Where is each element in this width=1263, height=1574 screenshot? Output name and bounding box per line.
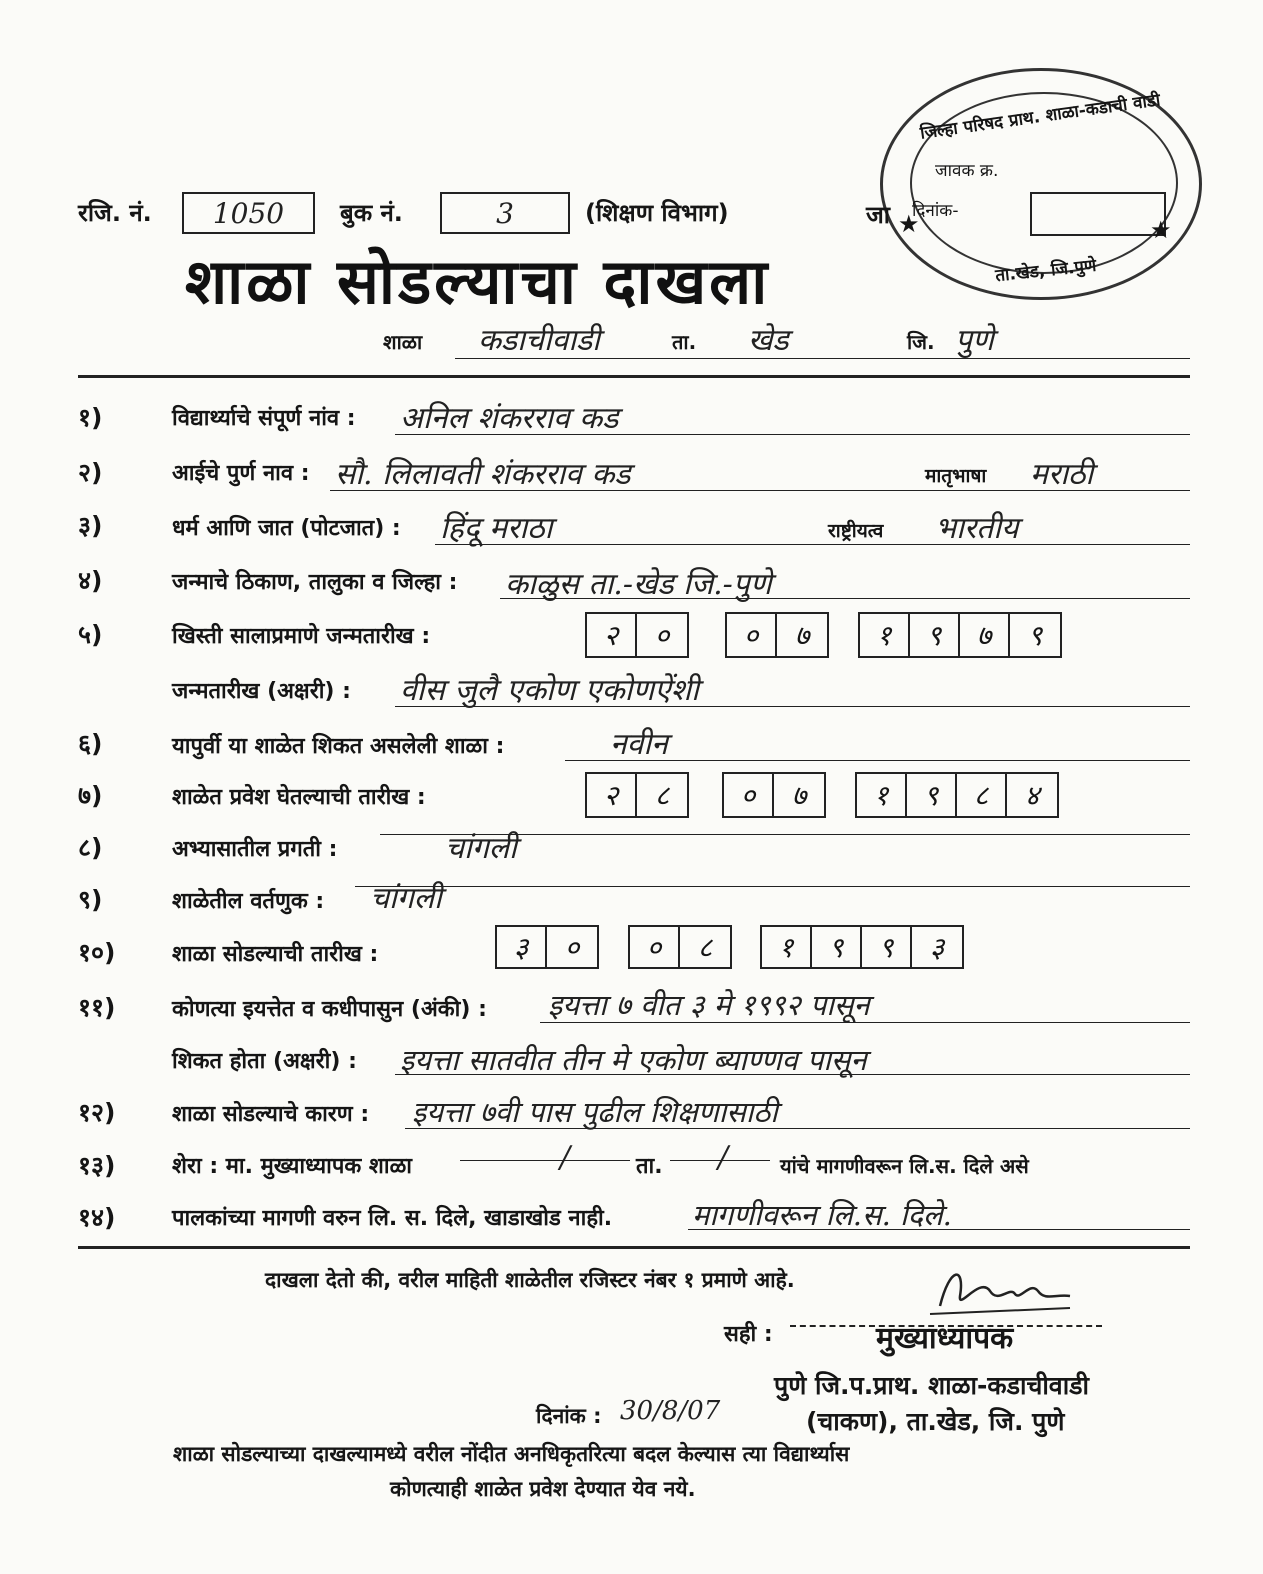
row-label: जन्माचे ठिकाण, तालुका व जिल्हा :: [172, 570, 458, 595]
seal-line2: दिनांक-: [912, 201, 959, 221]
row-label: यापुर्वी या शाळेत शिकत असलेली शाळा :: [172, 734, 505, 759]
row-label: खिस्ती सालाप्रमाणे जन्मतारीख :: [172, 624, 431, 649]
seal-line1: जावक क्र.: [935, 161, 999, 181]
digit: ७: [791, 779, 807, 812]
admission-day-box: [585, 772, 689, 818]
dob-year-box: [858, 612, 1062, 658]
row-number: ९): [78, 885, 103, 914]
row-number: १०): [78, 938, 116, 967]
taluka-label: ता.: [672, 330, 697, 354]
row-value: /: [560, 1140, 571, 1175]
row-label: कोणत्या इयत्तेत व कधीपासुन (अंकी) :: [172, 997, 487, 1022]
digit: ९: [812, 927, 862, 967]
row-value: इयत्ता सातवीत तीन मे एकोण ब्याण्णव पासून: [400, 1043, 867, 1077]
digit: ८: [697, 931, 713, 964]
row-number: १२): [78, 1098, 116, 1127]
row-underline: [500, 598, 1190, 599]
book-no-box: 3: [440, 192, 570, 234]
warning-line1: शाळा सोडल्याच्या दाखल्यामध्ये वरील नोंदीत अनधिकृतरित्या बदल केल्यास त्या विद्यार्थ्यास: [173, 1442, 850, 1466]
reg-label: रजि. नं.: [78, 199, 152, 227]
district-label: जि.: [907, 330, 935, 354]
row-underline: [355, 886, 1190, 887]
digit: ०: [724, 774, 774, 816]
row-label: विद्यार्थ्याचे संपूर्ण नांव :: [172, 406, 356, 431]
digit: १: [857, 774, 907, 816]
taluka-value: खेड: [748, 323, 789, 358]
row-number: १४): [78, 1203, 116, 1232]
row-number: ४): [78, 566, 103, 595]
row-underline: [395, 706, 1190, 707]
digit: ४: [1024, 779, 1040, 812]
date-value: 30/8/07: [620, 1396, 721, 1426]
digit: २: [587, 614, 637, 656]
row-extra-value: मराठी: [1030, 457, 1094, 492]
row-label: शिकत होता (अक्षरी) :: [172, 1049, 357, 1074]
row-underline: [380, 834, 1190, 835]
school-stamp-line2: (चाकण), ता.खेड, जि. पुणे: [806, 1407, 1065, 1436]
row-extra-value: /: [718, 1140, 729, 1175]
row-label: शाळा सोडल्याचे कारण :: [172, 1102, 370, 1127]
seal-bottom-text: ता.खेड, जि.पुणे: [994, 255, 1098, 287]
book-label: बुक नं.: [340, 199, 403, 227]
row-number: ३): [78, 511, 103, 540]
row-number: ६): [78, 729, 103, 758]
digit: ०: [564, 931, 580, 964]
sign-label: सही :: [724, 1322, 773, 1347]
row-value: मागणीवरून लि.स. दिले.: [692, 1198, 952, 1232]
digit: ०: [727, 614, 777, 656]
warning-line2: कोणत्याही शाळेत प्रवेश देण्यात येव नये.: [390, 1477, 696, 1501]
row-underline: [395, 1074, 1190, 1075]
digit: ०: [630, 927, 680, 967]
row-underline: [540, 1022, 1190, 1023]
digit: ९: [862, 927, 912, 967]
digit: ७: [794, 619, 810, 652]
row-value: चांगली: [445, 831, 517, 866]
row-number: २): [78, 458, 103, 487]
admission-year-box: [855, 772, 1059, 818]
row-value: सौ. लिलावती शंकरराव कड: [335, 457, 631, 492]
seal-star-icon: ★: [1150, 216, 1172, 244]
headmaster-title: मुख्याध्यापक: [876, 1321, 1014, 1356]
row-underline: [565, 760, 1190, 761]
school-value: कडाचीवाडी: [478, 323, 600, 358]
school-underline: [455, 358, 1190, 359]
row-underline: [395, 434, 1190, 435]
row-label: पालकांच्या मागणी वरुन लि. स. दिले, खाडाखोड नाही.: [172, 1206, 613, 1231]
row-extra-label: मातृभाषा: [925, 465, 987, 487]
digit: १: [860, 614, 910, 656]
row-label: अभ्यासातील प्रगती :: [172, 837, 338, 862]
row-tail: यांचे मागणीवरून लि.स. दिले असे: [780, 1154, 1029, 1178]
seal-star-icon: ★: [898, 210, 920, 238]
row-value: इयत्ता ७ वीत ३ मे १९९२ पासून: [548, 988, 870, 1022]
row-number: ८): [78, 833, 103, 862]
jaa-label: जा: [866, 201, 891, 229]
row-label: शेरा : मा. मुख्याध्यापक शाळा: [172, 1154, 412, 1179]
digit: ९: [907, 774, 957, 816]
row-value: वीस जुलै एकोण एकोणऐंशी: [400, 673, 699, 708]
digit: ७: [960, 614, 1010, 656]
row-underline: [435, 544, 1190, 545]
school-label: शाळा: [383, 330, 423, 354]
row-number: ७): [78, 781, 103, 810]
admission-month-box: [722, 772, 826, 818]
row-value: नवीन: [610, 727, 668, 762]
row-value: हिंदू मराठा: [440, 511, 553, 546]
digit: ८: [654, 779, 670, 812]
leaving-day-box: [495, 925, 599, 969]
district-value: पुणे: [955, 323, 994, 358]
row-extra-value: भारतीय: [935, 511, 1019, 546]
row-value: काळुस ता.-खेड जि.-पुणे: [505, 567, 772, 602]
digit: ३: [497, 927, 547, 967]
row-number: १३): [78, 1151, 116, 1180]
digit: ९: [1027, 619, 1043, 652]
row-extra-label: राष्ट्रीयत्व: [828, 520, 884, 542]
header-divider: [78, 375, 1190, 378]
leaving-month-box: [628, 925, 732, 969]
digit: ८: [957, 774, 1007, 816]
leaving-year-box: [760, 925, 964, 969]
date-label: दिनांक :: [536, 1404, 602, 1428]
row-number: १): [78, 403, 103, 432]
seal-top-text: जिल्हा परिषद प्राथ. शाळा-कडाची वाडी: [918, 90, 1162, 144]
row-underline: [688, 1229, 1190, 1230]
school-stamp-line1: पुणे जि.प.प्राथ. शाळा-कडाचीवाडी: [774, 1371, 1090, 1400]
digit: ३: [929, 931, 945, 964]
dob-day-box: [585, 612, 689, 658]
certify-text: दाखला देतो की, वरील माहिती शाळेतील रजिस्टर नंबर १ प्रमाणे आहे.: [265, 1268, 795, 1292]
digit: १: [762, 927, 812, 967]
reg-no-box: 1050: [182, 192, 315, 234]
row-label: आईचे पुर्ण नाव :: [172, 461, 310, 486]
row-number: ११): [78, 993, 116, 1022]
dob-month-box: [725, 612, 829, 658]
row-number: ५): [78, 620, 103, 649]
row-value: इयत्ता ७वी पास पुढील शिक्षणासाठी: [412, 1095, 778, 1129]
seal-date-box: [1030, 192, 1166, 236]
page-title: शाळा सोडल्याचा दाखला: [185, 245, 771, 318]
row-value: चांगली: [370, 881, 442, 916]
footer-divider: [78, 1246, 1190, 1249]
digit: २: [587, 774, 637, 816]
row-label: धर्म आणि जात (पोटजात) :: [172, 516, 401, 541]
dept-label: (शिक्षण विभाग): [585, 199, 729, 227]
row-underline: [330, 490, 1190, 491]
row-underline: [405, 1128, 1190, 1129]
digit: ९: [910, 614, 960, 656]
row-underline: [460, 1160, 630, 1161]
row-label: शाळेत प्रवेश घेतल्याची तारीख :: [172, 785, 426, 810]
row-extra-label: ता.: [636, 1154, 663, 1179]
row-label: शाळा सोडल्याची तारीख :: [172, 942, 379, 967]
row-value: अनिल शंकरराव कड: [400, 401, 619, 436]
row-label: शाळेतील वर्तणुक :: [172, 889, 325, 914]
row-label: जन्मतारीख (अक्षरी) :: [172, 679, 351, 704]
digit: ०: [654, 619, 670, 652]
